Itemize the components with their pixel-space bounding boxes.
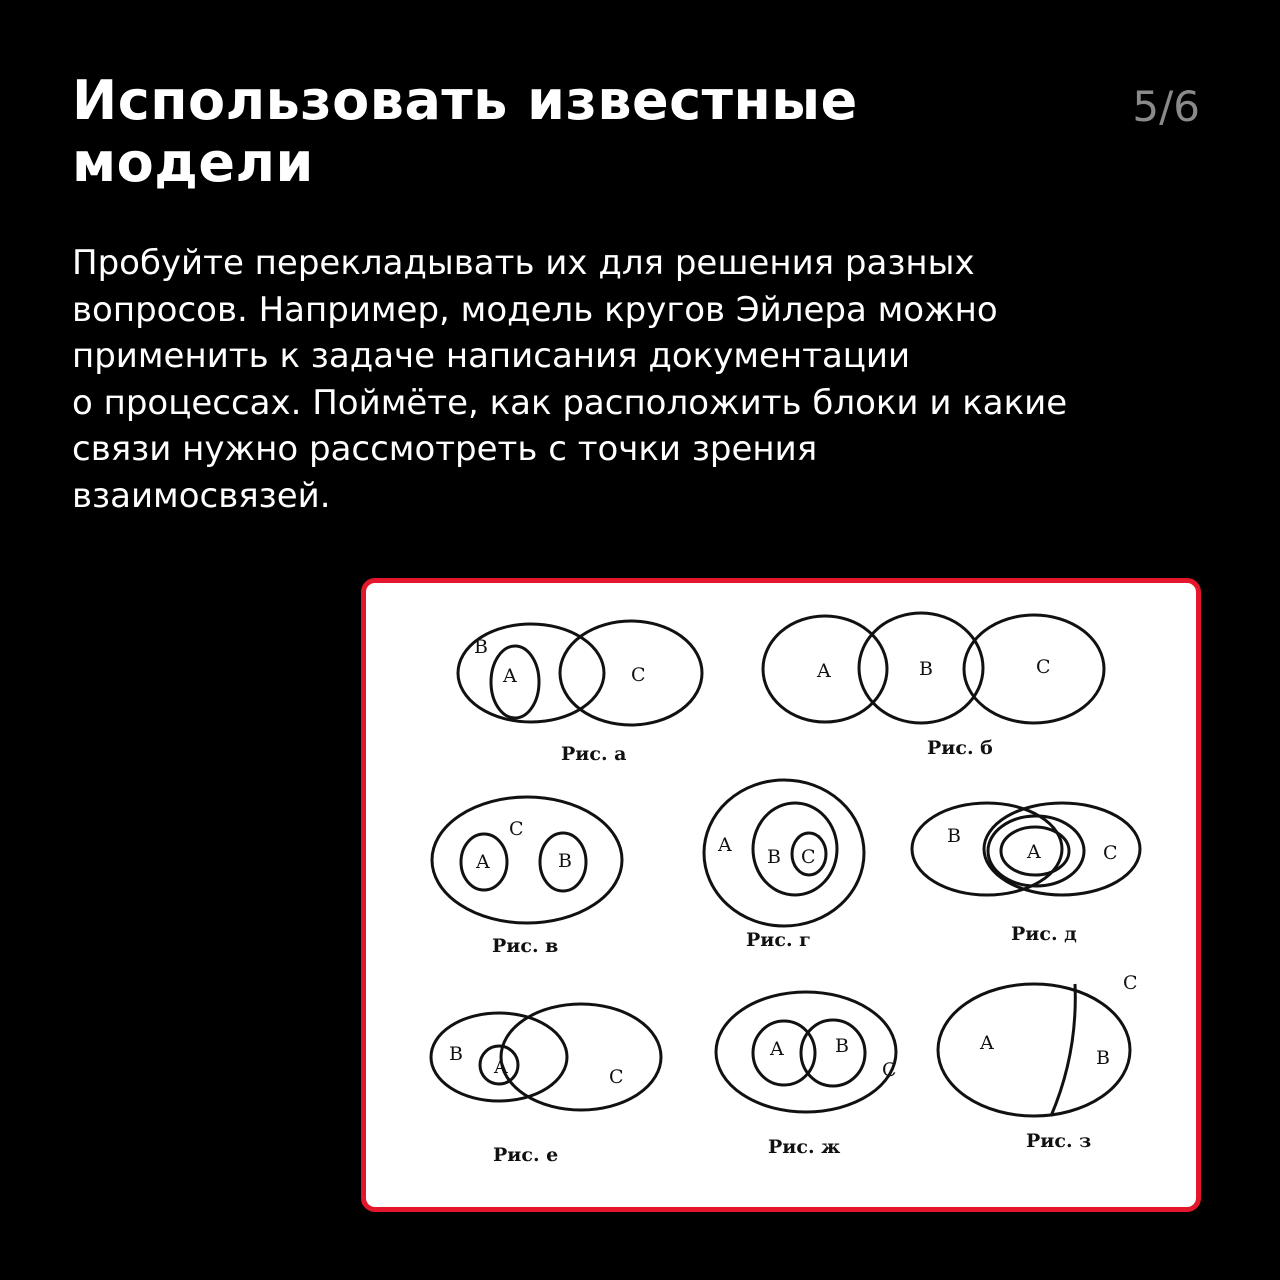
diagram-v-label-b: B xyxy=(558,850,572,872)
diagram-b-label-b: B xyxy=(919,658,933,680)
diagram-b-label-c: C xyxy=(1036,656,1051,678)
diagram-e xyxy=(431,1004,661,1166)
diagram-g-caption: Рис. г xyxy=(746,929,811,951)
slide-title xyxy=(72,70,1012,194)
body-line-2: вопросов. Например, модель кругов Эйлера можно xyxy=(72,289,998,330)
diagram-e-caption: Рис. е xyxy=(493,1144,559,1166)
diagram-z-label-b: B xyxy=(1096,1047,1110,1069)
diagram-z-divider xyxy=(1051,984,1075,1116)
diagram-b-caption: Рис. б xyxy=(927,737,993,759)
diagram-v xyxy=(432,797,622,957)
body-paragraph xyxy=(72,240,1222,519)
euler-diagrams-panel xyxy=(361,578,1201,1212)
diagram-e-label-c: C xyxy=(609,1066,624,1088)
diagram-zh-label-b: B xyxy=(835,1035,849,1057)
diagram-v-caption: Рис. в xyxy=(492,935,559,957)
diagram-zh-label-c: C xyxy=(882,1059,897,1081)
diagram-zh-set-b xyxy=(801,1020,865,1086)
diagram-a-label-a: A xyxy=(503,665,517,687)
diagram-e-label-a: A xyxy=(494,1056,508,1078)
diagram-g-label-c: C xyxy=(801,846,816,868)
diagram-a-label-b: B xyxy=(474,636,488,658)
diagram-a-caption: Рис. а xyxy=(561,743,627,765)
diagram-b xyxy=(763,613,1104,759)
diagram-d-caption: Рис. д xyxy=(1011,923,1077,945)
diagram-zh-set-c xyxy=(716,992,896,1112)
diagram-g xyxy=(704,780,864,951)
body-line-1: Пробуйте перекладывать их для решения разных xyxy=(72,243,975,283)
diagram-z-label-a: A xyxy=(980,1032,994,1054)
diagram-d-label-c: C xyxy=(1103,842,1118,864)
body-line-3: применить к задаче написания документации xyxy=(72,336,911,376)
diagram-z-caption: Рис. з xyxy=(1026,1130,1092,1152)
euler-diagrams-figure xyxy=(366,583,1196,1207)
diagram-g-label-b: B xyxy=(767,846,781,868)
diagram-e-label-b: B xyxy=(449,1043,463,1065)
body-line-4: о процессах. Поймёте, как расположить блоки и какие xyxy=(72,382,1068,423)
page-counter: 5/6 xyxy=(1132,82,1200,131)
diagram-zh-caption: Рис. ж xyxy=(768,1136,841,1158)
slide-title-line-2: модели xyxy=(72,131,314,194)
diagram-zh xyxy=(716,992,897,1158)
diagram-z xyxy=(938,972,1138,1152)
diagram-v-label-c: C xyxy=(509,818,524,840)
diagram-zh-set-a xyxy=(753,1021,815,1085)
body-line-5: связи нужно рассмотреть с точки зрения xyxy=(72,429,818,469)
diagram-z-label-c: C xyxy=(1123,972,1138,994)
diagram-d-label-a: A xyxy=(1027,841,1041,863)
diagram-v-label-a: A xyxy=(476,851,490,873)
diagram-d xyxy=(912,803,1140,945)
diagram-b-set-c xyxy=(964,615,1104,723)
diagram-g-label-a: A xyxy=(718,834,732,856)
diagram-e-set-c xyxy=(501,1004,661,1110)
diagram-a-label-c: C xyxy=(631,664,646,686)
diagram-zh-label-a: A xyxy=(770,1038,784,1060)
diagram-d-label-b: B xyxy=(947,825,961,847)
diagram-a xyxy=(458,621,702,765)
slide-title-line-1: Использовать известные xyxy=(72,69,858,132)
diagram-b-label-a: A xyxy=(817,660,831,682)
body-line-6: взаимосвязей. xyxy=(72,475,331,516)
